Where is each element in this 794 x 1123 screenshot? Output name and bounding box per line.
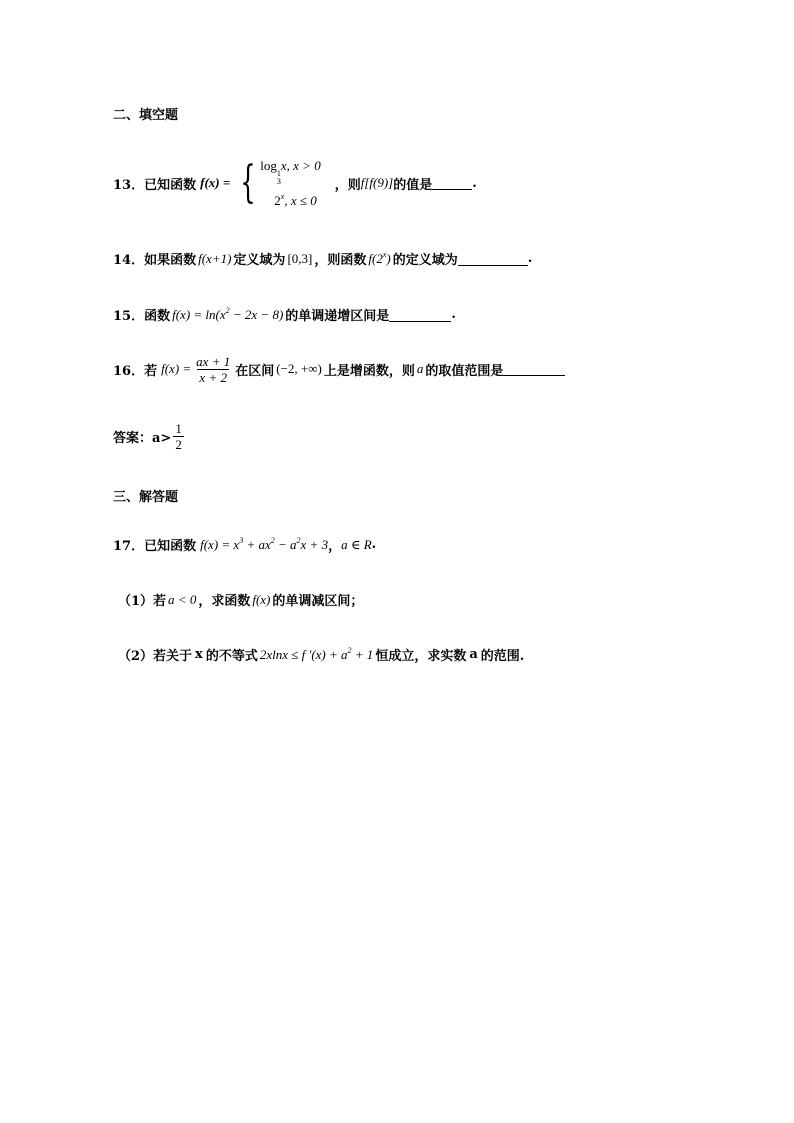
denominator: 2 <box>175 436 182 452</box>
function-expr: f(x) = <box>200 175 231 190</box>
period: . <box>451 307 456 322</box>
log-base-den: 3 <box>276 176 281 186</box>
exponent: 3 <box>239 536 244 545</box>
fraction <box>194 354 232 385</box>
case-1-cond: x, x > 0 <box>280 157 321 173</box>
expr-part: + ax <box>243 537 271 552</box>
question-text: 的定义域为 <box>392 253 458 268</box>
expression <box>200 536 328 553</box>
variable: a <box>416 361 424 376</box>
expression <box>260 646 373 663</box>
question-number: 15． <box>113 309 145 324</box>
answer-fraction <box>173 421 184 452</box>
question-number: 13． <box>113 177 145 193</box>
exponent: 2 <box>296 536 301 545</box>
question-text: 已知函数 <box>144 177 197 193</box>
question-text: 已知函数 <box>144 539 197 554</box>
answer-line <box>113 416 187 456</box>
question-text: ，则函数 <box>314 253 367 268</box>
expression: f(x+1) <box>198 250 232 266</box>
expression <box>172 306 283 323</box>
section-title-text: 二、填空题 <box>113 108 179 123</box>
question-text: 的单调减区间； <box>272 594 364 609</box>
question-text: 上是增函数，则 <box>323 363 415 379</box>
expr-part: f(2 <box>368 251 383 266</box>
variable: a <box>469 647 478 662</box>
question-17 <box>113 535 376 554</box>
expr-part: − 2x − 8) <box>229 307 284 322</box>
question-17-part-2 <box>118 645 524 664</box>
section-title-fill <box>113 104 178 123</box>
answer-blank <box>432 176 472 190</box>
answer-blank <box>458 252 528 266</box>
denominator: x + 2 <box>199 369 227 385</box>
log-base-num: 1 <box>276 168 281 178</box>
part-label: （2）若关于 <box>118 649 193 664</box>
case-2-base: 2 <box>274 192 281 208</box>
interval: (−2, +∞) <box>276 361 322 376</box>
expression <box>368 250 390 267</box>
expr-part: − a <box>274 537 297 552</box>
expression: f(x) <box>252 591 271 607</box>
question-text: 的单调递增区间是 <box>285 309 390 324</box>
case-2-cond: , x ≤ 0 <box>284 192 317 208</box>
section-title-text: 三、解答题 <box>113 490 179 505</box>
question-number: 17． <box>113 539 145 554</box>
expr-part: f(x) = x <box>200 537 240 552</box>
question-text: 的不等式 <box>205 649 258 664</box>
piecewise-brace: { <box>240 157 256 208</box>
question-text: ，则 <box>334 177 361 193</box>
exponent: 2 <box>347 646 352 655</box>
answer-label: 答案：a> <box>113 430 172 446</box>
question-13 <box>113 152 477 214</box>
expr-part: + 1 <box>351 647 374 662</box>
question-text: 恒成立，求实数 <box>375 649 467 664</box>
expr-part: 2xlnx ≤ f ′(x) + a <box>259 647 348 662</box>
exponent: 2 <box>270 536 275 545</box>
question-text: ，求函数 <box>198 594 251 609</box>
question-text: ， <box>328 539 342 554</box>
expression: f[f(9)] <box>360 175 394 190</box>
question-number: 16． <box>113 363 145 379</box>
function-expr: f(x) = <box>161 361 192 376</box>
condition: a ∈ R <box>341 536 372 552</box>
question-text: 的取值范围是 <box>425 363 504 379</box>
variable: x <box>195 647 203 662</box>
period: . <box>371 537 377 552</box>
numerator: ax + 1 <box>196 353 231 369</box>
question-text: 在区间 <box>235 363 275 379</box>
log-text: log <box>260 157 277 173</box>
question-text: 的范围. <box>480 649 525 664</box>
exponent: 2 <box>225 306 230 315</box>
expr-part: ) <box>386 251 391 266</box>
expr-part: f(x) = ln(x <box>172 307 226 322</box>
condition: a < 0 <box>168 591 197 607</box>
answer-blank <box>389 308 451 322</box>
question-15 <box>113 305 456 324</box>
case-2 <box>260 186 320 212</box>
question-text: 的值是 <box>393 177 433 193</box>
period: . <box>527 251 533 266</box>
exponent: x <box>382 250 387 259</box>
section-title-solve <box>113 486 178 505</box>
answer-blank <box>503 362 565 376</box>
question-number: 14． <box>113 253 145 268</box>
question-text: 函数 <box>144 309 171 324</box>
question-text: 如果函数 <box>144 253 197 268</box>
question-text: 若 <box>144 363 158 379</box>
interval: [0,3] <box>287 250 313 266</box>
numerator: 1 <box>175 420 182 436</box>
question-14 <box>113 249 532 268</box>
part-label: （1）若 <box>118 594 167 609</box>
piecewise-cases <box>260 155 320 212</box>
expr-part: x + 3 <box>300 537 329 552</box>
question-text: 定义域为 <box>233 253 286 268</box>
case-1 <box>260 155 320 186</box>
period: . <box>472 175 477 191</box>
case-2-exp: x <box>280 191 285 201</box>
question-17-part-1 <box>118 590 363 609</box>
question-16 <box>113 348 565 390</box>
